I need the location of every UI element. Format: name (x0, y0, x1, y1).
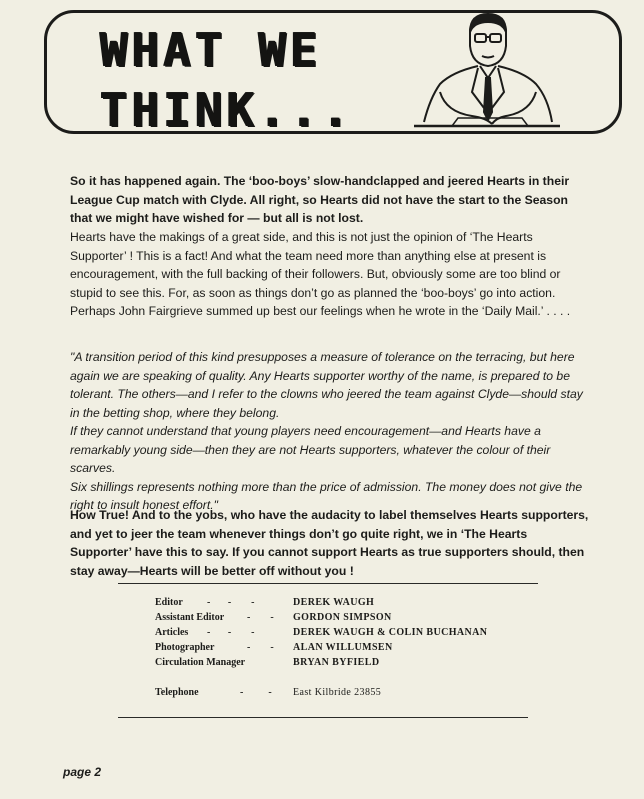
body-paragraph (70, 228, 590, 321)
page-title (100, 20, 440, 140)
credit-dashes: - - - (207, 597, 255, 608)
credit-dashes: - - (247, 612, 274, 623)
intro-text: So it has happened again. The ‘boo-boys’ slow-handclapped and jeered Hearts in their League Cup match with Clyde. All right, so Hearts did not have the start to the Season that we might have wished for — but all is not lost. (70, 174, 570, 225)
divider-top (118, 583, 538, 584)
body-text: Hearts have the makings of a great side, and this is not just the opinion of ‘The Hearts Supporter’ ! This is a fact! And what the team need more than anything else at present is encouragement, with the full backing of their followers. But, obviously some are too blind or stupid to see this. For, as soon as things don’t go as planned the ‘boo-boys’ go into action. Perhaps John Fairgrieve summed up best our feelings when he wrote in the ‘Daily Mail.’ . . . . (70, 230, 571, 318)
credit-label: Telephone (155, 687, 199, 698)
credit-circulation-manager (155, 657, 535, 671)
man-at-desk-illustration (412, 12, 562, 134)
title-line-1: WHAT WE (100, 23, 322, 77)
closing-text: How True! And to the yobs, who have the audacity to label themselves Hearts supporters, and yet to jeer the team whenever things don’t go quite right, we in ‘The Hearts Supporter’ have this to say. If you cannot support Hearts as true supporters should, then stay away—Hearts will be better off without you ! (70, 508, 589, 578)
credit-label: Articles (155, 627, 189, 638)
quote-paragraph-3: Six shillings represents nothing more than the price of admission. The money does not give the right to insult honest effort." (70, 479, 583, 512)
credit-value: BRYAN BYFIELD (293, 657, 380, 668)
intro-paragraph (70, 172, 590, 228)
credit-label: Editor (155, 597, 183, 608)
credit-telephone (155, 687, 535, 701)
credit-dashes: - - (240, 687, 272, 698)
divider-bottom (118, 717, 528, 718)
credit-editor (155, 597, 535, 611)
newspaper-quote (70, 348, 592, 515)
page-number: page 2 (63, 765, 102, 779)
credit-label: Assistant Editor (155, 612, 225, 623)
title-line-2: THINK... (100, 83, 354, 137)
credit-dashes: - - - (207, 627, 255, 638)
credit-dashes: - - (247, 642, 274, 653)
credit-value: DEREK WAUGH (293, 597, 375, 608)
credit-value: East Kilbride 23855 (293, 687, 382, 698)
credit-label: Photographer (155, 642, 215, 653)
credit-value: GORDON SIMPSON (293, 612, 392, 623)
credit-label: Circulation Manager (155, 657, 246, 668)
closing-paragraph (70, 506, 590, 580)
quote-paragraph-2: If they cannot understand that young players need encouragement—and Hearts have a remarkably young side—then they are not Hearts supporters, whatever the colour of their scarves. (70, 424, 551, 475)
credit-articles (155, 627, 535, 641)
credit-value: DEREK WAUGH & COLIN BUCHANAN (293, 627, 488, 638)
quote-paragraph-1: "A transition period of this kind presupposes a measure of tolerance on the terracing, but here again we are speaking of quality. Any Hearts supporter worthy of the name, is prepared to be tolerant. The others—and I refer to the clowns who jeered the team against Clyde—should stay in the betting shop, where they belong. (70, 350, 583, 420)
credit-assistant-editor (155, 612, 535, 626)
credit-photographer (155, 642, 535, 656)
credit-value: ALAN WILLUMSEN (293, 642, 393, 653)
